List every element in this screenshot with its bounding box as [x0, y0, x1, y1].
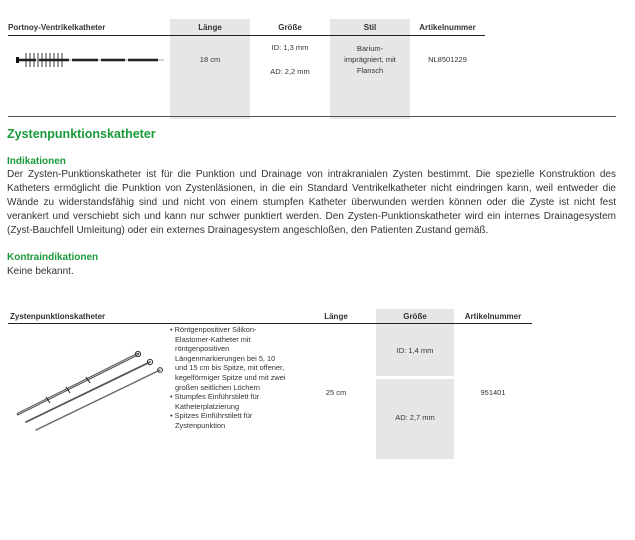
table2-header-rule [8, 323, 532, 324]
table1-size-ad: AD: 2,2 mm [270, 67, 310, 76]
section-title: Zystenpunktionskatheter [7, 127, 156, 141]
contraindications-text: Keine bekannt. [7, 266, 74, 277]
table1-header-rule [8, 35, 485, 36]
table2-length-header: Länge [324, 312, 348, 321]
portnoy-catheter-image [12, 50, 167, 70]
table1-product-header: Portnoy-Ventrikelkatheter [8, 23, 106, 32]
table1-style-header: Stil [363, 23, 377, 32]
feature-item: • Spitzes Einführstilett für Zystenpunktion [170, 411, 253, 430]
contraindications-heading: Kontraindikationen [7, 252, 99, 263]
table1-style-value: Barium-imprägniert, mit Flansch [344, 44, 396, 75]
table1-size-header: Größe [278, 23, 302, 32]
length-column-shade [170, 19, 250, 119]
table2-size-id: ID: 1,4 mm [396, 346, 434, 355]
table1-article-value: NL8501229 [428, 55, 467, 64]
indications-text: Der Zysten-Punktionskatheter ist für die Punktion und Drainage von intrakranialen Zysten bestimmt. Die spezielle Konstruktion des Katheters ermöglicht die Punktion von Zystenläsionen, in die ein Standard Ventrikelkatheter nicht eindringen kann, weil entweder die Wände zu widerstandsfähig sind und nicht von einem stumpfen Katheter überwunden werden können oder die Zyste ist nicht fest verankert und verschiebt sich und kann nur schwer punktiert werden. Den Zysten-Punktionskatheter wird ein internes Drainagesystem (Zyst-Bauchfell Umleitung) oder ein externes Drainagesystem angeschloßen, den Patienten Zustand gemäß. [7, 169, 616, 236]
table2-article-header: Artikelnummer [464, 312, 522, 321]
table2-size-header: Größe [403, 312, 427, 321]
cyst-puncture-catheter-image [14, 348, 166, 438]
size-row-separator [376, 376, 454, 379]
table1-length-header: Länge [198, 23, 222, 32]
table2-size-ad: AD: 2,7 mm [395, 413, 435, 422]
table2-article-value: 951401 [480, 388, 506, 397]
table1-length-value: 18 cm [199, 55, 221, 64]
table2-product-header: Zystenpunktionskatheter [10, 312, 106, 321]
section-divider [8, 116, 616, 117]
table1-size-id: ID: 1,3 mm [271, 43, 309, 52]
table2-length-value: 25 cm [325, 388, 347, 397]
table1-article-header: Artikelnummer [419, 23, 476, 32]
feature-item: • Röntgenpositiver Silikon-Elastomer-Katheter mit röntgenpositiven Längenmarkierungen bei 5, 10 und 15 cm bis Spitze, mit offener, kegelförmiger Spitze und mit zwei großen seitlichen Löchern [170, 325, 286, 392]
feature-item: • Stumpfes Einführstilett für Katheterplatzierung [170, 392, 260, 411]
size-column-shade [376, 309, 454, 459]
indications-heading: Indikationen [7, 156, 66, 167]
features-list [170, 325, 288, 431]
